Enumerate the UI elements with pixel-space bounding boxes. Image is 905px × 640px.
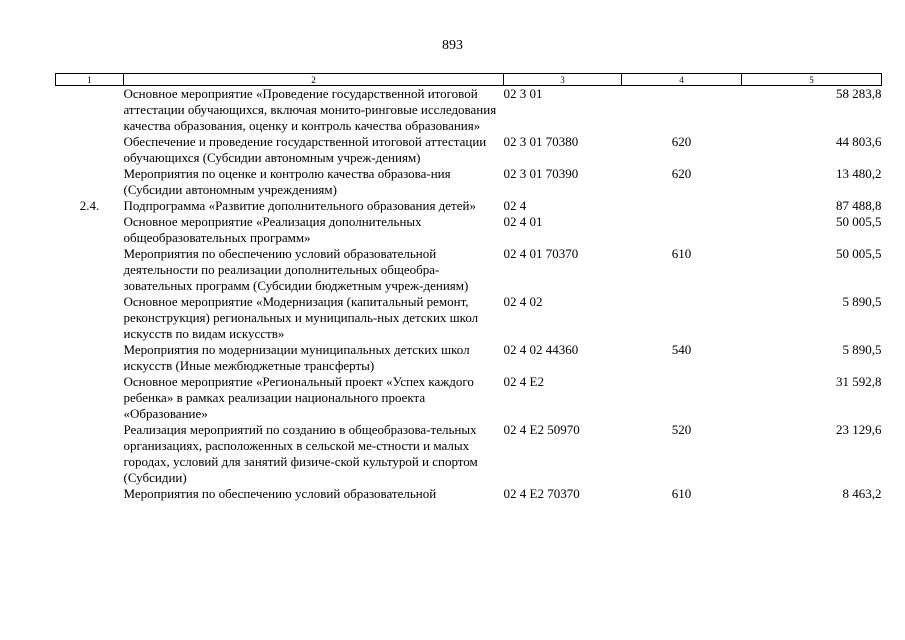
row-sum: 5 890,5	[842, 342, 882, 357]
row-expense-type	[622, 86, 742, 135]
row-expense-type	[622, 198, 742, 214]
row-sum: 31 592,8	[836, 374, 882, 389]
budget-table	[55, 73, 882, 502]
row-number	[56, 342, 124, 374]
row-code: 02 4	[503, 198, 527, 213]
page-number: 893	[442, 38, 463, 53]
row-sum: 23 129,6	[836, 422, 882, 437]
table-row	[56, 486, 882, 502]
table-row	[56, 198, 882, 214]
table-row	[56, 294, 882, 342]
row-expense-type: 620	[671, 166, 692, 181]
row-sum: 13 480,2	[836, 166, 882, 181]
row-expense-type: 610	[671, 246, 692, 261]
row-sum: 50 005,5	[836, 214, 882, 229]
col-header-3: 3	[504, 74, 622, 86]
row-name: Основное мероприятие «Проведение государственной итоговой аттестации обучающихся, включая монито-ринговые исследования качества образования, оценку и контроль качества образования»	[123, 86, 497, 133]
row-code: 02 4 01	[503, 214, 543, 229]
row-expense-type	[622, 374, 742, 422]
row-name: Подпрограмма «Развитие дополнительного образования детей»	[123, 198, 476, 213]
row-name: Обеспечение и проведение государственной итоговой аттестации обучающихся (Субсидии автономным учреж-дениям)	[123, 134, 487, 165]
row-code: 02 3 01 70380	[503, 134, 579, 149]
row-code: 02 4 E2 50970	[503, 422, 580, 437]
row-sum: 44 803,6	[836, 134, 882, 149]
row-sum: 5 890,5	[842, 294, 882, 309]
table-row	[56, 374, 882, 422]
row-code: 02 4 02 44360	[503, 342, 579, 357]
row-code: 02 4 E2	[503, 374, 544, 389]
row-code: 02 3 01 70390	[503, 166, 579, 181]
row-name: Мероприятия по модернизации муниципальных детских школ искусств (Иные межбюджетные трансферты)	[123, 342, 470, 373]
row-number	[56, 246, 124, 294]
row-code: 02 4 01 70370	[503, 246, 579, 261]
row-name: Реализация мероприятий по созданию в общеобразова-тельных организациях, расположенных в сельской ме-стности и малых городах, условий для занятий физиче-ской культурой и спортом (Субсидии)	[123, 422, 478, 485]
col-header-5: 5	[742, 74, 882, 86]
row-expense-type: 610	[671, 486, 692, 501]
table-row	[56, 246, 882, 294]
table-row	[56, 214, 882, 246]
row-number	[56, 294, 124, 342]
row-sum: 58 283,8	[836, 86, 882, 101]
row-number	[56, 134, 124, 166]
col-header-1: 1	[56, 74, 124, 86]
row-expense-type	[622, 294, 742, 342]
row-sum: 8 463,2	[842, 486, 882, 501]
row-number: 2.4.	[79, 198, 100, 213]
row-name: Мероприятия по оценке и контролю качества образова-ния (Субсидии автономным учреждениям)	[123, 166, 451, 197]
row-number	[56, 486, 124, 502]
row-expense-type	[622, 214, 742, 246]
row-expense-type: 540	[671, 342, 692, 357]
row-name: Мероприятия по обеспечению условий образовательной деятельности по реализации дополнительных общеобра-зовательных программ (Субсидии бюджетным учреж-дениям)	[123, 246, 469, 293]
table-row	[56, 134, 882, 166]
row-code: 02 4 02	[503, 294, 543, 309]
col-header-4: 4	[622, 74, 742, 86]
row-sum: 50 005,5	[836, 246, 882, 261]
table-row	[56, 422, 882, 486]
table-row	[56, 86, 882, 135]
row-number	[56, 422, 124, 486]
row-name: Мероприятия по обеспечению условий образовательной	[123, 486, 437, 501]
table-row	[56, 342, 882, 374]
row-code: 02 3 01	[503, 86, 543, 101]
row-code: 02 4 E2 70370	[503, 486, 580, 501]
row-number	[56, 214, 124, 246]
row-expense-type: 520	[671, 422, 692, 437]
row-number	[56, 166, 124, 198]
row-number	[56, 86, 124, 135]
row-name: Основное мероприятие «Реализация дополнительных общеобразовательных программ»	[123, 214, 422, 245]
table-row	[56, 166, 882, 198]
row-sum: 87 488,8	[836, 198, 882, 213]
row-expense-type: 620	[671, 134, 692, 149]
col-header-2: 2	[124, 74, 504, 86]
row-number	[56, 374, 124, 422]
row-name: Основное мероприятие «Модернизация (капитальный ремонт, реконструкция) региональных и муниципаль-ных детских школ искусств по видам искусств»	[123, 294, 479, 341]
column-number-header	[56, 74, 882, 86]
row-name: Основное мероприятие «Региональный проект «Успех каждого ребенка» в рамках реализации национального проекта «Образование»	[123, 374, 474, 421]
